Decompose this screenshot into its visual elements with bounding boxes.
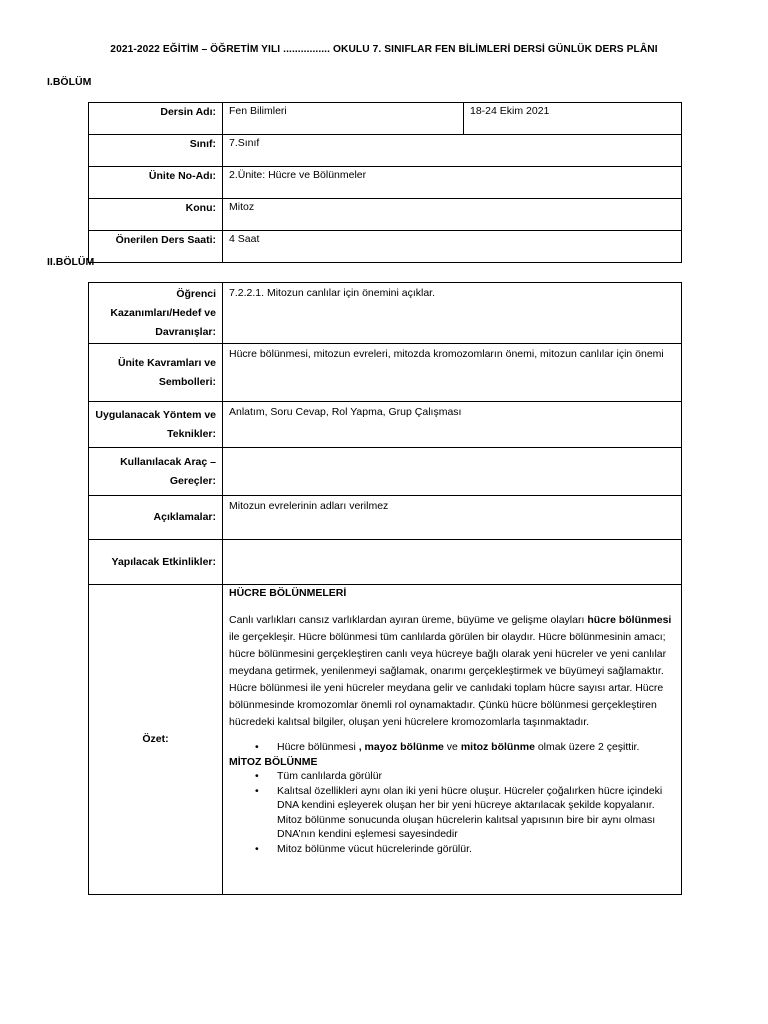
label-methods: Uygulanacak Yöntem ve Teknikler: <box>89 402 223 448</box>
value-lesson-hours: 4 Saat <box>223 231 682 263</box>
label-topic: Konu: <box>89 199 223 231</box>
label-explanations: Açıklamalar: <box>89 496 223 540</box>
table-row <box>89 585 682 895</box>
summary-paragraph: Canlı varlıkları cansız varlıklardan ayıran üreme, büyüme ve gelişme olayları hücre bölünmesi ile gerçekleşir. Hücre bölünmesi tüm canlılarda görülen bir olaydır. Hücre bölünmesinin amacı; hücre bölünmesini gerçekleştiren canlı veya hücreye bağlı olarak yeni hücreler ve yeni canlılar meydana getirmek, yenilenmeyi sağlamak, onarımı gerçekleştirmek ve büyümeyi sağlamaktır. Hücre bölünmesi ile yeni hücreler meydana gelir ve canlıdaki toplam hücre sayısı artar. Hücre bölünmesinde kromozomlar önemli rol oynamaktadır. Çünkü hücre bölünmesi gerçekleştiren hücredeki kalıtsal bilgiler, oluşan yeni hücrelere kromozomlarla taşınmaktadır. <box>229 614 672 728</box>
summary-content <box>223 585 682 895</box>
section-2-heading: II.BÖLÜM <box>47 256 95 268</box>
value-unit: 2.Ünite: Hücre ve Bölünmeler <box>223 167 682 199</box>
section-1-table <box>88 102 682 263</box>
label-course-name: Dersin Adı: <box>89 103 223 135</box>
value-course-name: Fen Bilimleri <box>223 103 464 135</box>
label-materials: Kullanılacak Araç – Gereçler: <box>89 448 223 496</box>
value-date-range: 18-24 Ekim 2021 <box>464 103 682 135</box>
summary-heading-mitosis: MİTOZ BÖLÜNME <box>229 756 318 768</box>
value-topic: Mitoz <box>223 199 682 231</box>
list-item: • Mitoz bölünme vücut hücrelerinde görülür. <box>255 842 472 855</box>
label-summary: Özet: <box>89 585 223 895</box>
table-row <box>89 199 682 231</box>
value-explanations: Mitozun evrelerinin adları verilmez <box>223 496 682 540</box>
list-item: • Kalıtsal özellikleri aynı olan iki yeni hücre oluşur. Hücreler çoğalırken hücre içindeki DNA kendini eşleyerek oluşan her bir yeni hücreye aktarılacak şekilde kopyalanır. Mitoz bölünme sonucunda oluşan hücrelerin kalıtsal yapısının bire bir aynı olması DNA’nın kendini eşlemesi sayesindedir <box>255 784 663 840</box>
section-2-table <box>88 282 682 895</box>
table-row <box>89 402 682 448</box>
value-activities <box>223 540 682 585</box>
table-row <box>89 103 682 135</box>
table-row <box>89 283 682 344</box>
list-item: • Hücre bölünmesi , mayoz bölünme ve mitoz bölünme olmak üzere 2 çeşittir. <box>255 741 640 753</box>
table-row <box>89 540 682 585</box>
label-unit: Ünite No-Adı: <box>89 167 223 199</box>
table-row <box>89 344 682 402</box>
value-materials <box>223 448 682 496</box>
value-learning-outcomes: 7.2.2.1. Mitozun canlılar için önemini açıklar. <box>223 283 682 344</box>
table-row <box>89 448 682 496</box>
summary-heading-cell-division: HÜCRE BÖLÜNMELERİ <box>229 587 347 599</box>
label-unit-concepts: Ünite Kavramları ve Sembolleri: <box>89 344 223 402</box>
table-row <box>89 135 682 167</box>
label-learning-outcomes: Öğrenci Kazanımları/Hedef ve Davranışlar: <box>89 283 223 344</box>
table-row <box>89 231 682 263</box>
label-lesson-hours: Önerilen Ders Saati: <box>89 231 223 263</box>
value-unit-concepts: Hücre bölünmesi, mitozun evreleri, mitozda kromozomların önemi, mitozun canlılar için önemi <box>223 344 682 402</box>
list-item: • Tüm canlılarda görülür <box>255 770 383 782</box>
summary-bullet-list-1 <box>229 739 675 756</box>
value-methods: Anlatım, Soru Cevap, Rol Yapma, Grup Çalışması <box>223 402 682 448</box>
label-class: Sınıf: <box>89 135 223 167</box>
value-class: 7.Sınıf <box>223 135 682 167</box>
document-title: 2021-2022 EĞİTİM – ÖĞRETİM YILI ................ OKULU 7. SINIFLAR FEN BİLİMLERİ DERSİ GÜNLÜK DERS PLÂNI <box>110 44 658 55</box>
summary-bullet-list-2 <box>229 769 675 856</box>
table-row <box>89 167 682 199</box>
label-activities: Yapılacak Etkinlikler: <box>89 540 223 585</box>
table-row <box>89 496 682 540</box>
section-1-heading: I.BÖLÜM <box>47 76 92 88</box>
